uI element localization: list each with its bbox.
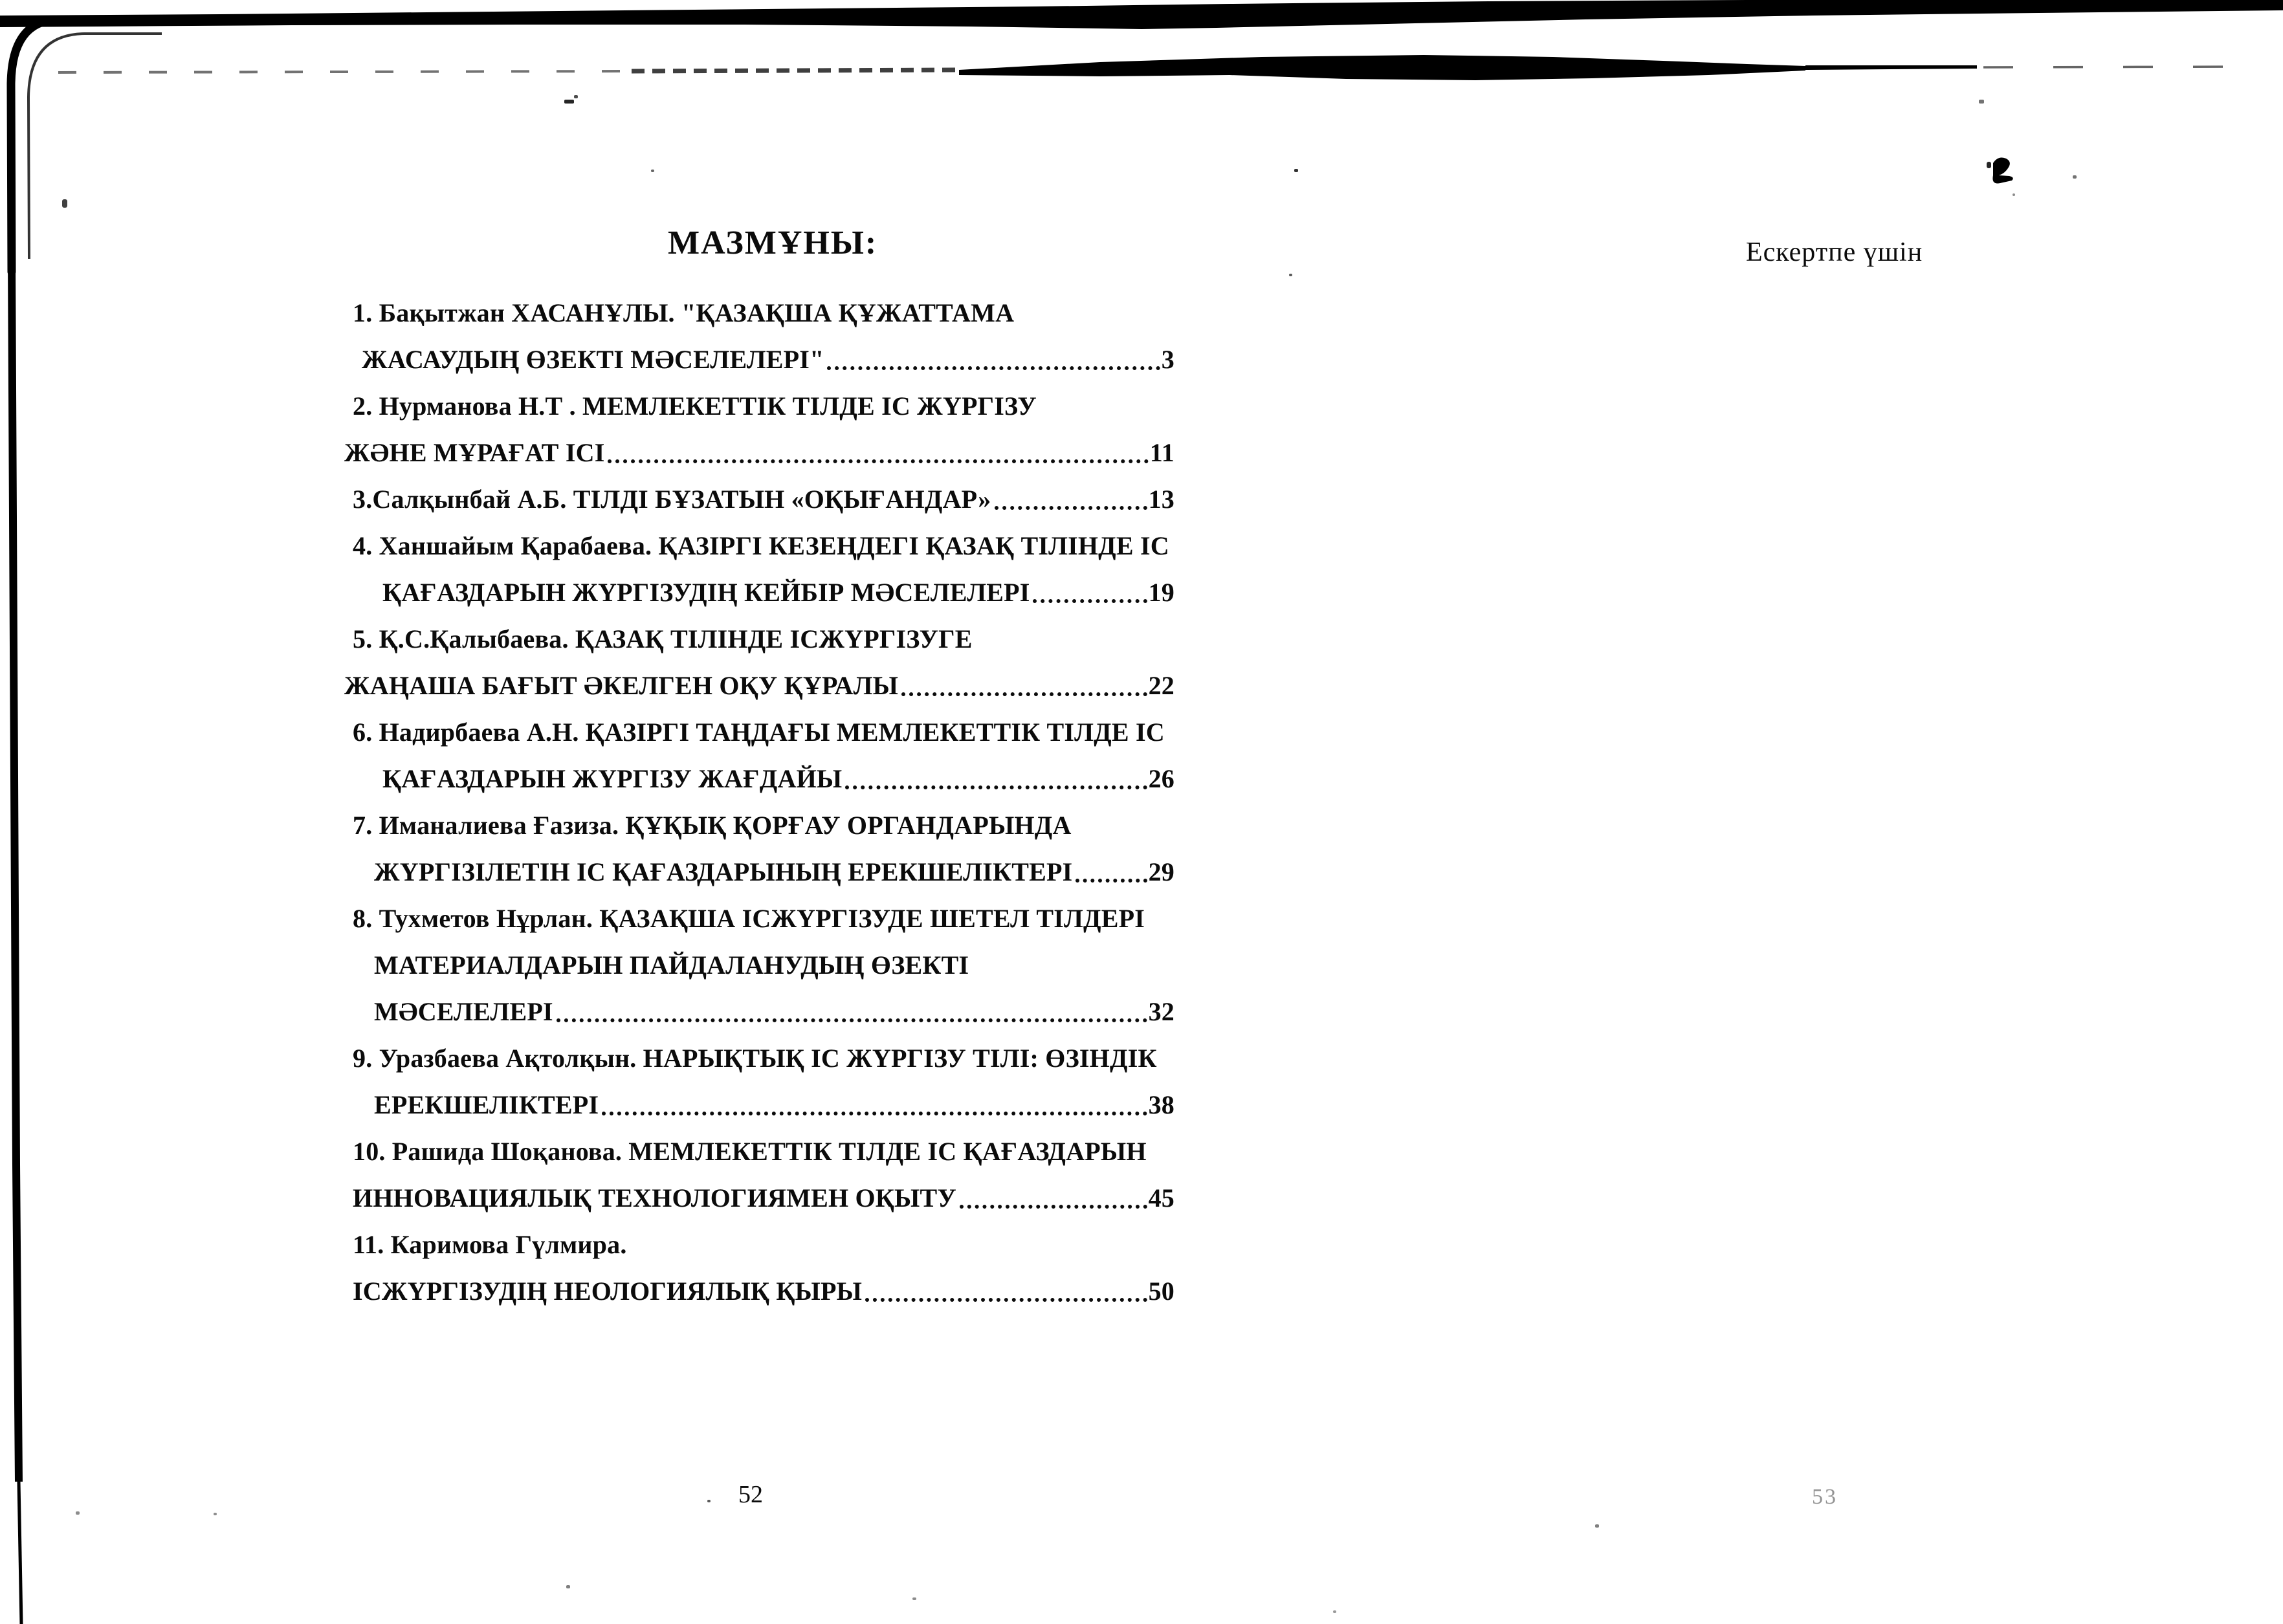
crease-dashes-left bbox=[58, 71, 632, 72]
toc-entry-text: 7. Иманалиева Ғазиза. ҚҰҚЫҚ ҚОРҒАУ ОРГАНДАРЫНДА bbox=[353, 811, 1072, 840]
dot-leader bbox=[1075, 879, 1147, 883]
toc-entry bbox=[353, 523, 1175, 569]
toc-entry bbox=[353, 383, 1175, 430]
crease-dashes-mid bbox=[632, 70, 959, 71]
toc-entry bbox=[344, 663, 1175, 709]
dot-leader bbox=[557, 1018, 1147, 1022]
toc-entry-page: 22 bbox=[1148, 671, 1175, 700]
page-edge-vertical bbox=[12, 259, 19, 1482]
toc-entry-page: 11 bbox=[1149, 438, 1175, 467]
toc-entry bbox=[353, 616, 1175, 663]
toc-entry bbox=[353, 290, 1175, 336]
toc-entry bbox=[344, 430, 1175, 476]
toc-entry bbox=[353, 1128, 1175, 1175]
page-number-right: 53 bbox=[1812, 1485, 1838, 1509]
toc-entry-page: 3 bbox=[1161, 345, 1175, 374]
toc-entry-text: МАТЕРИАЛДАРЫН ПАЙДАЛАНУДЫҢ ӨЗЕКТІ bbox=[374, 950, 969, 980]
toc-entry-text: 11. Каримова Гүлмира. bbox=[353, 1230, 627, 1259]
notes-header: Ескертпе үшін bbox=[1746, 237, 1923, 267]
dot-leader bbox=[865, 1298, 1147, 1302]
toc-entry bbox=[353, 895, 1175, 942]
toc-entry-text: МӘСЕЛЕЛЕРІ bbox=[374, 997, 553, 1026]
toc-list bbox=[344, 290, 1175, 1315]
dot-leader bbox=[1033, 599, 1147, 603]
ink-blob-tail bbox=[1987, 162, 1991, 168]
toc-entry bbox=[353, 569, 1175, 616]
page-edge-inner-line bbox=[28, 34, 162, 259]
dot-leader bbox=[995, 506, 1147, 510]
toc-entry bbox=[353, 709, 1175, 756]
toc-entry bbox=[353, 989, 1175, 1035]
toc-entry-text: 2. Нурманова Н.Т . МЕМЛЕКЕТТІК ТІЛДЕ ІС ЖҮРГІЗУ bbox=[353, 391, 1037, 421]
toc-entry bbox=[353, 1222, 1175, 1268]
toc-entry-page: 32 bbox=[1148, 997, 1175, 1026]
toc-entry-text: 6. Надирбаева А.Н. ҚАЗІРГІ ТАҢДАҒЫ МЕМЛЕКЕТТІК ТІЛДЕ ІС bbox=[353, 718, 1165, 747]
toc-entry-text: ҚАҒАЗДАРЫН ЖҮРГІЗУДІҢ КЕЙБІР МӘСЕЛЕЛЕРІ bbox=[382, 578, 1030, 607]
toc-entry-text: 8. Тухметов Нұрлан. ҚАЗАҚША ІСЖҮРГІЗУДЕ ШЕТЕЛ ТІЛДЕРІ bbox=[353, 904, 1145, 933]
toc-entry bbox=[353, 1268, 1175, 1315]
toc-entry-text: ИННОВАЦИЯЛЫҚ ТЕХНОЛОГИЯМЕН ОҚЫТУ bbox=[353, 1183, 956, 1213]
page-title: МАЗМҰНЫ: bbox=[668, 225, 878, 261]
page-number-left: 52 bbox=[738, 1481, 763, 1508]
toc-entry bbox=[353, 802, 1175, 849]
toc-entry bbox=[353, 1082, 1175, 1128]
dot-leader bbox=[827, 366, 1160, 370]
toc-entry-text: 4. Ханшайым Қарабаева. ҚАЗІРГІ КЕЗЕҢДЕГІ ҚАЗАҚ ТІЛІНДЕ ІС bbox=[353, 531, 1169, 560]
page-edge-corner bbox=[11, 19, 194, 272]
toc-entry bbox=[353, 1175, 1175, 1222]
toc-entry-text: ЖҮРГІЗІЛЕТІН ІС ҚАҒАЗДАРЫНЫҢ ЕРЕКШЕЛІКТЕРІ bbox=[374, 857, 1073, 886]
crease-taper bbox=[1805, 65, 1977, 70]
dot-leader bbox=[602, 1112, 1147, 1115]
toc-entry-text: ЖӘНЕ МҰРАҒАТ ІСІ bbox=[344, 438, 605, 467]
toc-entry-page: 38 bbox=[1148, 1090, 1175, 1119]
toc-entry-text: 10. Рашида Шоқанова. МЕМЛЕКЕТТІК ТІЛДЕ ІС ҚАҒАЗДАРЫН bbox=[353, 1137, 1147, 1166]
ink-blob bbox=[1992, 158, 2013, 184]
toc-entry-page: 29 bbox=[1148, 857, 1175, 886]
toc-entry-text: 3.Салқынбай А.Б. ТІЛДІ БҰЗАТЫН «ОҚЫҒАНДАР» bbox=[353, 485, 991, 514]
page-edge-vertical-thin bbox=[19, 1482, 21, 1624]
dot-leader bbox=[845, 785, 1147, 789]
toc-entry bbox=[353, 336, 1175, 383]
toc-entry-text: ЖАСАУДЫҢ ӨЗЕКТІ МӘСЕЛЕЛЕРІ" bbox=[362, 345, 824, 374]
toc-entry-page: 26 bbox=[1148, 764, 1175, 793]
toc-entry-text: ЕРЕКШЕЛІКТЕРІ bbox=[374, 1090, 599, 1119]
scan-top-bar bbox=[0, 0, 2283, 29]
toc-entry-text: ҚАҒАЗДАРЫН ЖҮРГІЗУ ЖАҒДАЙЫ bbox=[382, 764, 843, 793]
dot-leader bbox=[960, 1205, 1147, 1209]
dot-leader bbox=[608, 459, 1148, 463]
toc-entry-page: 45 bbox=[1148, 1183, 1175, 1213]
crease-blob bbox=[959, 55, 1805, 80]
toc-entry bbox=[353, 942, 1175, 989]
toc-entry-text: ІСЖҮРГІЗУДІҢ НЕОЛОГИЯЛЫҚ ҚЫРЫ bbox=[353, 1277, 863, 1306]
toc-entry-text: ЖАҢАША БАҒЫТ ӘКЕЛГЕН ОҚУ ҚҰРАЛЫ bbox=[344, 671, 899, 700]
toc-entry bbox=[353, 476, 1175, 523]
toc-entry-page: 19 bbox=[1148, 578, 1175, 607]
toc-entry-text: 5. Қ.С.Қалыбаева. ҚАЗАҚ ТІЛІНДЕ ІСЖҮРГІЗУГЕ bbox=[353, 624, 973, 653]
toc-entry-text: 1. Бақытжан ХАСАНҰЛЫ. "ҚАЗАҚША ҚҰЖАТТАМА bbox=[353, 298, 1015, 327]
dot-leader bbox=[901, 692, 1147, 696]
toc-entry bbox=[353, 1035, 1175, 1082]
toc-entry-page: 13 bbox=[1148, 485, 1175, 514]
toc-entry-page: 50 bbox=[1148, 1277, 1175, 1306]
toc-entry bbox=[353, 849, 1175, 895]
toc-entry bbox=[353, 756, 1175, 802]
toc-entry-text: 9. Уразбаева Ақтолқын. НАРЫҚТЫҚ ІС ЖҮРГІЗУ ТІЛІ: ӨЗІНДІК bbox=[353, 1044, 1157, 1073]
